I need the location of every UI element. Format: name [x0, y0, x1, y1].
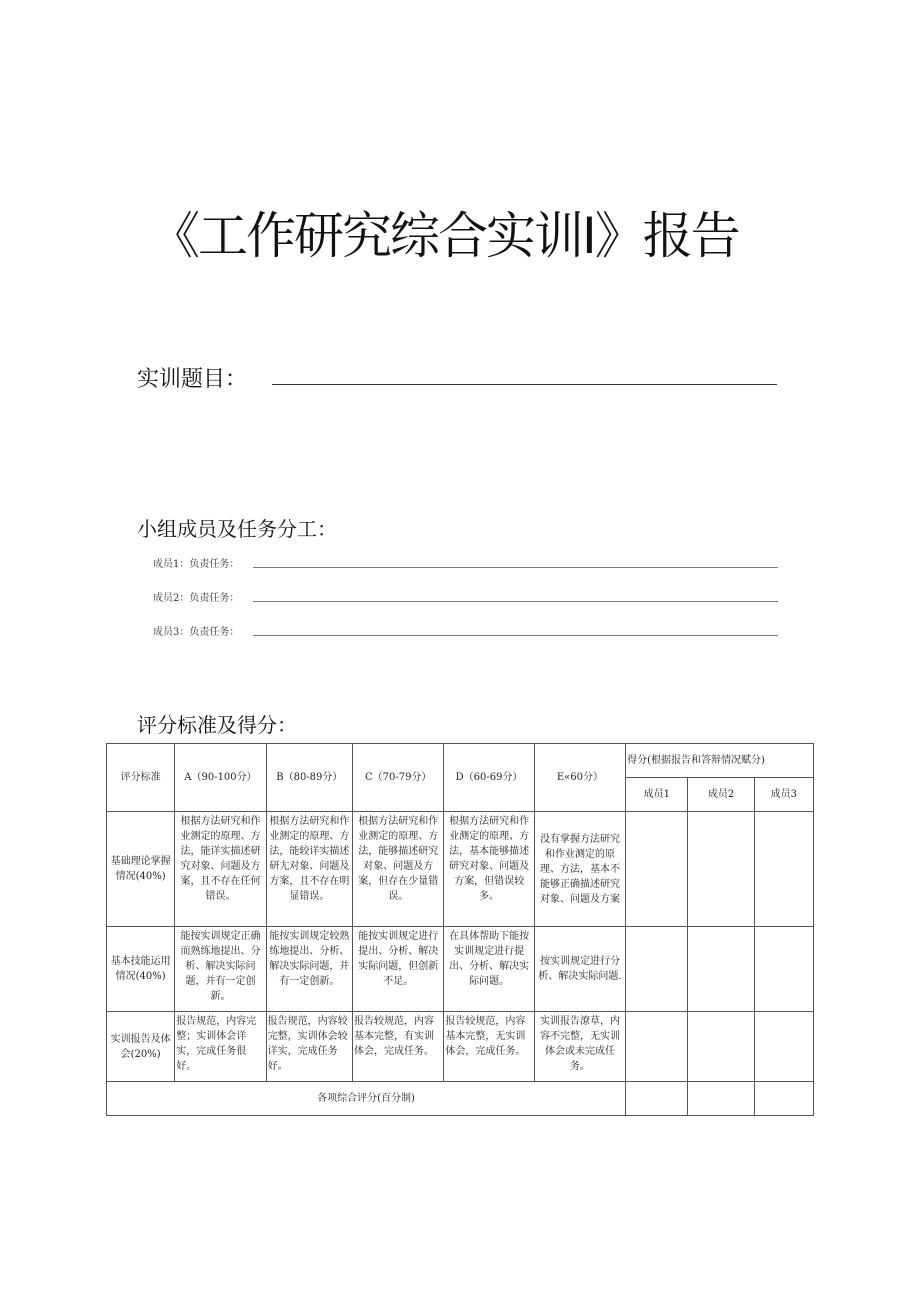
member-label: 成员1：负责任务：	[153, 559, 240, 570]
total-input-member-2[interactable]	[688, 1082, 754, 1116]
total-score-label: 各项综合评分(百分制)	[107, 1082, 626, 1116]
cell-grade-d: 根据方法研究和作业测定的原理、方法，基本能够描述研究对象、问题及方案，但错误较多。	[444, 812, 534, 927]
score-input-member-3[interactable]	[754, 1012, 813, 1082]
score-input-member-3[interactable]	[754, 927, 813, 1012]
header-criteria: 评分标准	[107, 744, 175, 812]
header-grade-c: C（70-79分）	[353, 744, 444, 812]
cell-grade-d: 在具体帮助下能按实训规定进行提出、分析、解决实际问题。	[444, 927, 534, 1012]
header-score-title: 得分(根据报告和答辩情况赋分)	[626, 744, 814, 778]
cell-grade-a: 报告规范，内容完整；实训体会详实，完成任务很好。	[175, 1012, 266, 1082]
score-input-member-1[interactable]	[626, 927, 688, 1012]
row-criterion: 实训报告及体会(20%)	[107, 1012, 175, 1082]
cell-grade-e: 按实训规定进行分析、解决实际问题.	[534, 927, 625, 1012]
score-input-member-3[interactable]	[754, 812, 813, 927]
member-task-line[interactable]	[253, 567, 778, 568]
scoring-table	[106, 743, 814, 1116]
member-row-1	[153, 555, 778, 569]
cell-grade-e: 实训报告潦草，内容不完整，无实训体会或未完成任务。	[534, 1012, 625, 1082]
cell-grade-b: 能按实训规定较熟练地提出、分析、解决实际问题，并有一定创新。	[266, 927, 352, 1012]
header-member-1: 成员1	[626, 778, 688, 812]
report-title: 《工作研究综合实训Ⅰ》报告	[150, 207, 739, 265]
header-grade-e: E«60分）	[534, 744, 625, 812]
score-input-member-2[interactable]	[688, 927, 754, 1012]
total-input-member-1[interactable]	[626, 1082, 688, 1116]
cell-grade-a: 根据方法研究和作业测定的原理、方法，能详实描述研究对象、问题及方案，且不存在任何错误。	[175, 812, 266, 927]
member-row-3	[153, 623, 778, 637]
score-input-member-2[interactable]	[688, 812, 754, 927]
topic-label: 实训题目：	[137, 367, 248, 392]
cell-grade-b: 报告规范，内容较完整，实训体会较详实，完成任务好。	[266, 1012, 352, 1082]
cell-grade-d: 报告较规范，内容基本完整，无实训体会，完成任务。	[444, 1012, 534, 1082]
cell-grade-c: 根据方法研究和作业测定的原理、方法，能够描述研究对象、问题及方案，但存在少量错误。	[353, 812, 444, 927]
member-task-line[interactable]	[253, 601, 778, 602]
cell-grade-b: 根据方法研究和作业测定的原理、方法，能较详实描述研尢对象、问题及方案，且不存在明显错误。	[266, 812, 352, 927]
total-input-member-3[interactable]	[754, 1082, 813, 1116]
header-grade-d: D（60-69分）	[444, 744, 534, 812]
member-task-line[interactable]	[253, 635, 778, 636]
group-heading: 小组成员及任务分工：	[137, 517, 337, 541]
cell-grade-c: 报告较规范，内容基本完整，有实训体会，完成任务。	[353, 1012, 444, 1082]
score-input-member-1[interactable]	[626, 1012, 688, 1082]
topic-input-line[interactable]	[272, 384, 777, 385]
scoring-heading: 评分标准及得分：	[137, 713, 297, 737]
member-row-2	[153, 589, 778, 603]
row-criterion: 基础理论掌握情况(40%)	[107, 812, 175, 927]
score-input-member-2[interactable]	[688, 1012, 754, 1082]
cell-grade-c: 能按实训规定进行提出、分析、解决实际问题，但创新不足。	[353, 927, 444, 1012]
header-member-3: 成员3	[754, 778, 813, 812]
member-label: 成员3：负责任务：	[153, 627, 240, 638]
row-criterion: 基本技能运用情况(40%)	[107, 927, 175, 1012]
header-grade-a: A（90-100分）	[175, 744, 266, 812]
cell-grade-a: 能按实训规定正确而熟练地提出、分析、解决实际问题，并有一定创新。	[175, 927, 266, 1012]
cell-grade-e: 没有掌握方法研究和作业测定的原理、方法，基本不能够正确描述研究对象、问题及方案	[534, 812, 625, 927]
header-member-2: 成员2	[688, 778, 754, 812]
member-label: 成员2：负责任务：	[153, 593, 240, 604]
header-grade-b: B（80-89分）	[266, 744, 352, 812]
score-input-member-1[interactable]	[626, 812, 688, 927]
